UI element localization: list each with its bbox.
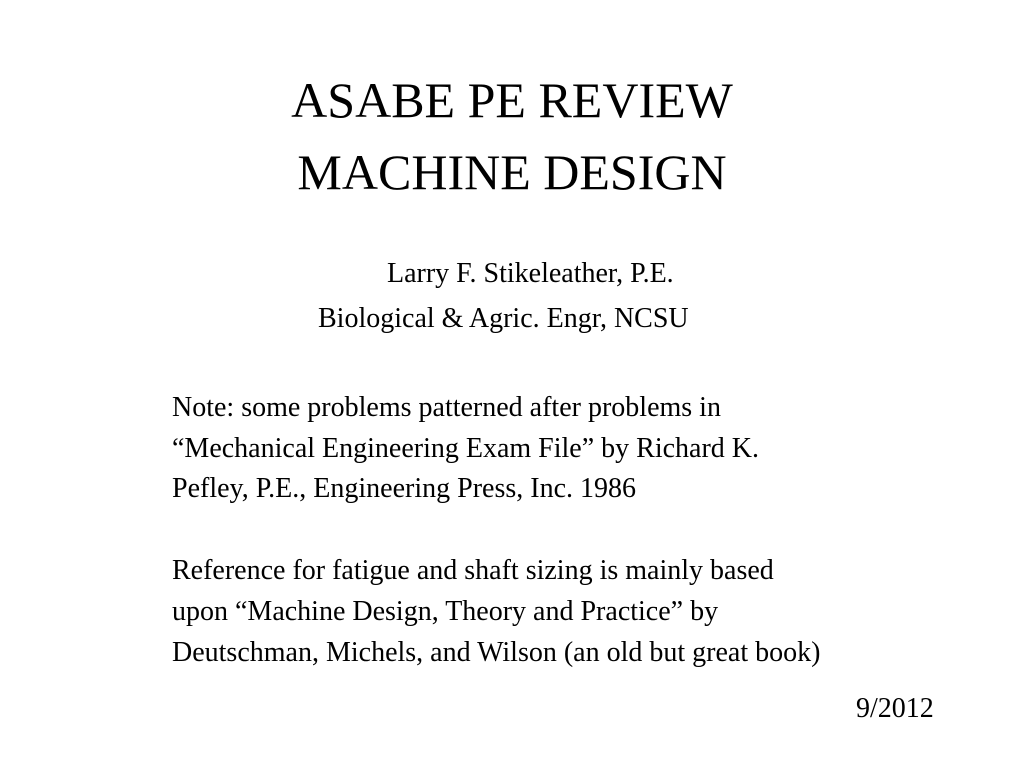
reference-line-2: upon “Machine Design, Theory and Practice” by: [172, 596, 719, 627]
slide-title-line-1: ASABE PE REVIEW: [291, 72, 733, 128]
note-line-1: Note: some problems patterned after problems in: [172, 392, 721, 423]
reference-line-1: Reference for fatigue and shaft sizing is mainly based: [172, 555, 774, 586]
slide-date: 9/2012: [856, 693, 934, 724]
author-name: Larry F. Stikeleather, P.E.: [387, 258, 674, 289]
note-line-3: Pefley, P.E., Engineering Press, Inc. 1986: [172, 473, 636, 504]
slide-title-line-2: MACHINE DESIGN: [297, 144, 727, 200]
author-affiliation: Biological & Agric. Engr, NCSU: [318, 303, 689, 334]
note-line-2: “Mechanical Engineering Exam File” by Richard K.: [172, 433, 760, 464]
reference-line-3: Deutschman, Michels, and Wilson (an old but great book): [172, 637, 821, 668]
